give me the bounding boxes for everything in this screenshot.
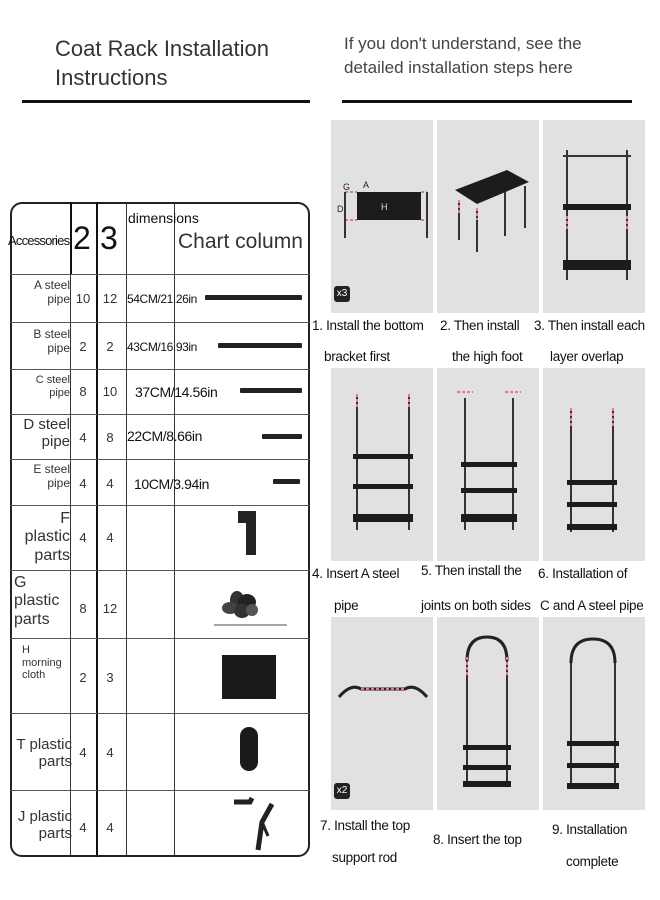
pipe-length-bar — [273, 479, 300, 484]
left-title — [55, 34, 269, 92]
step-1-panel — [331, 120, 433, 313]
header-accessories: Accessories — [8, 233, 70, 248]
row-name: C steel pipe — [35, 374, 70, 399]
pipe-length-bar — [218, 343, 302, 348]
diagram-label: D — [337, 204, 344, 214]
step-6-caption: 6. Installation of — [538, 566, 628, 581]
right-title-line2: detailed installation steps here — [344, 58, 573, 77]
row-name: F plastic parts — [24, 510, 70, 564]
row-qty-2: 4 — [79, 476, 87, 491]
row-qty-2: 4 — [79, 745, 87, 760]
step-7-badge: x2 — [334, 783, 350, 799]
diagram-label: G — [343, 182, 351, 192]
step-4-caption-2: pipe — [334, 598, 359, 613]
step-4-panel — [331, 368, 433, 561]
row-qty-3: 4 — [106, 530, 114, 545]
table-rule — [10, 322, 310, 323]
step-9-caption-2: complete — [566, 854, 619, 869]
step-2-panel — [437, 120, 539, 313]
step-2-caption: 2. Then install — [440, 318, 520, 333]
h-morning-cloth-icon — [222, 655, 276, 699]
row-qty-2: 10 — [75, 291, 91, 306]
g-plastic-part-icon — [212, 580, 292, 630]
step-9-panel — [543, 617, 645, 810]
step-7-caption: 7. Install the top — [320, 818, 410, 833]
pipe-length-bar — [262, 434, 302, 439]
row-qty-3: 8 — [106, 430, 114, 445]
step-2-diagram — [437, 120, 539, 313]
row-qty-2: 2 — [79, 339, 87, 354]
row-name: H morning cloth — [22, 644, 62, 682]
step-1-diagram — [331, 120, 433, 313]
step-3-caption-2: layer overlap — [550, 349, 624, 364]
table-rule — [10, 369, 310, 370]
diagram-label: A — [363, 180, 370, 190]
row-name: A steel pipe — [33, 278, 70, 306]
step-7-diagram — [331, 617, 433, 810]
step-2-caption-2: the high foot — [452, 349, 523, 364]
row-qty-2: 4 — [79, 530, 87, 545]
row-qty-3: 4 — [106, 745, 114, 760]
row-name: E steel pipe — [33, 462, 70, 490]
table-rule — [10, 790, 310, 791]
j-plastic-part-icon — [232, 796, 280, 854]
step-3-diagram — [543, 120, 645, 313]
step-9-diagram — [543, 617, 645, 810]
table-divider — [70, 202, 72, 274]
pipe-length-bar — [205, 295, 302, 300]
row-qty-3: 4 — [106, 476, 114, 491]
row-dimension: 43CM/16.93in — [127, 340, 197, 354]
row-qty-3: 3 — [106, 670, 114, 685]
table-rule — [10, 274, 310, 275]
step-8-diagram — [437, 617, 539, 810]
step-6-diagram — [543, 368, 645, 561]
step-5-caption-2: joints on both sides — [421, 598, 531, 613]
header-qty-2: 2 — [73, 220, 91, 256]
pipe-length-bar — [240, 388, 302, 393]
step-8-caption: 8. Insert the top — [433, 832, 522, 847]
table-rule — [10, 638, 310, 639]
step-7-caption-2: support rod — [332, 850, 397, 865]
row-name: D steel pipe — [23, 416, 70, 451]
table-rule — [10, 570, 310, 571]
row-name: B steel pipe — [33, 327, 70, 355]
step-1-caption: 1. Install the bottom — [312, 318, 424, 333]
step-8-panel — [437, 617, 539, 810]
f-plastic-part-icon — [232, 511, 262, 557]
row-qty-3: 12 — [102, 601, 118, 616]
row-name: T plastic parts — [16, 736, 72, 771]
row-dimension: 37CM/14.56in — [135, 384, 218, 400]
row-qty-2: 4 — [79, 430, 87, 445]
table-rule — [10, 505, 310, 506]
header-qty-3: 3 — [100, 220, 118, 256]
row-name: J plastic parts — [17, 808, 72, 843]
row-dimension: 54CM/21.26in — [127, 292, 197, 306]
left-title-line2: Instructions — [55, 65, 168, 90]
header-dimensions: dimensions — [128, 210, 199, 226]
left-title-line1: Coat Rack Installation — [55, 36, 269, 61]
step-1-badge: x3 — [334, 286, 350, 302]
row-dimension: 22CM/8.66in — [127, 428, 202, 444]
row-qty-3: 12 — [102, 291, 118, 306]
row-qty-2: 2 — [79, 670, 87, 685]
row-qty-2: 8 — [79, 601, 87, 616]
right-title-line1: If you don't understand, see the — [344, 34, 582, 53]
row-qty-3: 10 — [102, 384, 118, 399]
step-3-caption: 3. Then install each — [534, 318, 645, 333]
step-6-caption-2: C and A steel pipe — [540, 598, 644, 613]
step-4-caption: 4. Insert A steel — [312, 566, 400, 581]
table-rule — [10, 414, 310, 415]
table-divider — [96, 202, 98, 857]
right-title — [344, 32, 582, 80]
row-qty-2: 4 — [79, 820, 87, 835]
step-1-caption-2: bracket first — [324, 349, 390, 364]
diagram-label: H — [381, 202, 388, 212]
step-9-caption: 9. Installation — [552, 822, 628, 837]
row-qty-3: 4 — [106, 820, 114, 835]
table-rule — [10, 713, 310, 714]
row-name: G plastic parts — [14, 574, 60, 628]
step-7-panel — [331, 617, 433, 810]
step-3-panel — [543, 120, 645, 313]
header-chart-column: Chart column — [178, 230, 303, 253]
right-title-rule — [342, 100, 632, 103]
row-qty-3: 2 — [106, 339, 114, 354]
step-5-caption: 5. Then install the — [421, 563, 522, 578]
left-title-rule — [22, 100, 310, 103]
table-rule — [10, 459, 310, 460]
step-5-panel — [437, 368, 539, 561]
row-qty-2: 8 — [79, 384, 87, 399]
row-dimension: 10CM/3.94in — [134, 476, 209, 492]
step-5-diagram — [437, 368, 539, 561]
step-6-panel — [543, 368, 645, 561]
step-4-diagram — [331, 368, 433, 561]
t-plastic-part-icon — [240, 727, 258, 771]
